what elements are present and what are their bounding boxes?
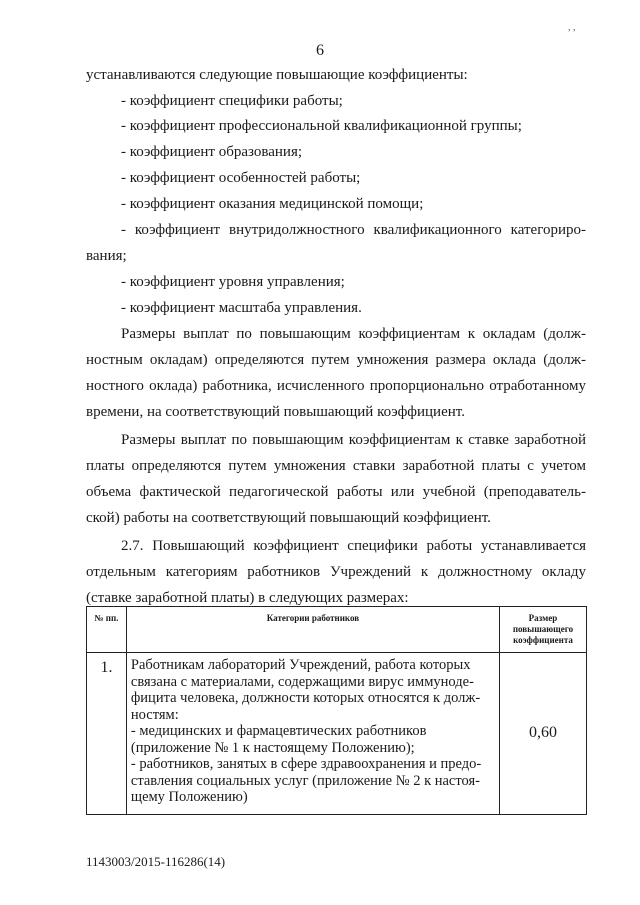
paragraph-line: Размеры выплат по повышающим коэффициентам к ставке заработной [121,432,586,448]
paragraph-line: отдельным категориям работников Учреждений к должностному окладу [86,564,586,580]
bullet-item: - коэффициент оказания медицинской помощи; [121,196,424,212]
row-number: 1. [87,653,127,815]
paragraph-line: ностного оклада) работника, исчисленного пропорционально отработанному [86,378,586,394]
bullet-item: - коэффициент специфики работы; [121,93,343,109]
bullet-item: - коэффициент внутридолжностного квалификационного категориро- [121,222,586,238]
row-coefficient-value: 0,60 [499,653,586,815]
bullet-item: - коэффициент масштаба управления. [121,300,362,316]
category-line: ностям: [130,706,179,723]
category-line: (приложение № 1 к настоящему Положению); [130,739,415,756]
paragraph-line: (ставке заработной платы) в следующих размерах: [86,590,409,606]
corner-marks: , , [568,22,576,33]
category-line: связана с материалами, содержащими вирус иммуноде- [130,673,474,690]
table-row [87,653,587,815]
paragraph-line: платы определяются путем умножения ставки заработной платы с учетом [86,458,586,474]
category-line: фицита человека, должности которых относятся к долж- [130,690,481,706]
bullet-item: - коэффициент образования; [121,144,303,160]
paragraph-line: времени, на соответствующий повышающий коэффициент. [86,404,465,420]
bullet-item: - коэффициент особенностей работы; [121,170,361,186]
paragraph-line: 2.7. Повышающий коэффициент специфики работы устанавливается [121,538,586,554]
table-header-row [87,607,587,653]
paragraph-line: ской) работы на соответствующий повышающий коэффициент. [86,510,491,526]
page-number: 6 [316,42,324,59]
header-coef-line: Размер [528,613,558,623]
category-line: - работников, занятых в сфере здравоохранения и предо- [130,756,482,772]
header-coef-line: коэффициента [513,635,573,645]
coefficient-table [86,606,587,815]
category-line: щему Положению) [130,789,248,805]
paragraph-line: Размеры выплат по повышающим коэффициентам к окладам (долж- [121,326,586,342]
header-coef-line: повышающего [512,624,574,634]
document-footer-id: 1143003/2015-116286(14) [86,854,226,869]
header-category: Категории работников [126,607,499,653]
bullet-item: - коэффициент уровня управления; [121,274,345,290]
bullet-item-continued: вания; [86,248,127,264]
paragraph-line: объема фактической педагогической работы или учебной (преподаватель- [86,484,586,500]
header-num: № пп. [87,607,127,653]
category-line: ставления социальных услуг (приложение № 2 к настоя- [130,772,480,789]
paragraph-line: ностным окладам) определяются путем умножения размера оклада (долж- [86,352,586,368]
intro-line: устанавливаются следующие повышающие коэффициенты: [86,67,468,83]
category-line: - медицинских и фармацевтических работников [130,723,427,739]
row-category [126,653,499,815]
header-coefficient [499,607,586,653]
category-line: Работникам лабораторий Учреждений, работа которых [130,657,471,673]
bullet-item: - коэффициент профессиональной квалификационной группы; [121,118,522,134]
